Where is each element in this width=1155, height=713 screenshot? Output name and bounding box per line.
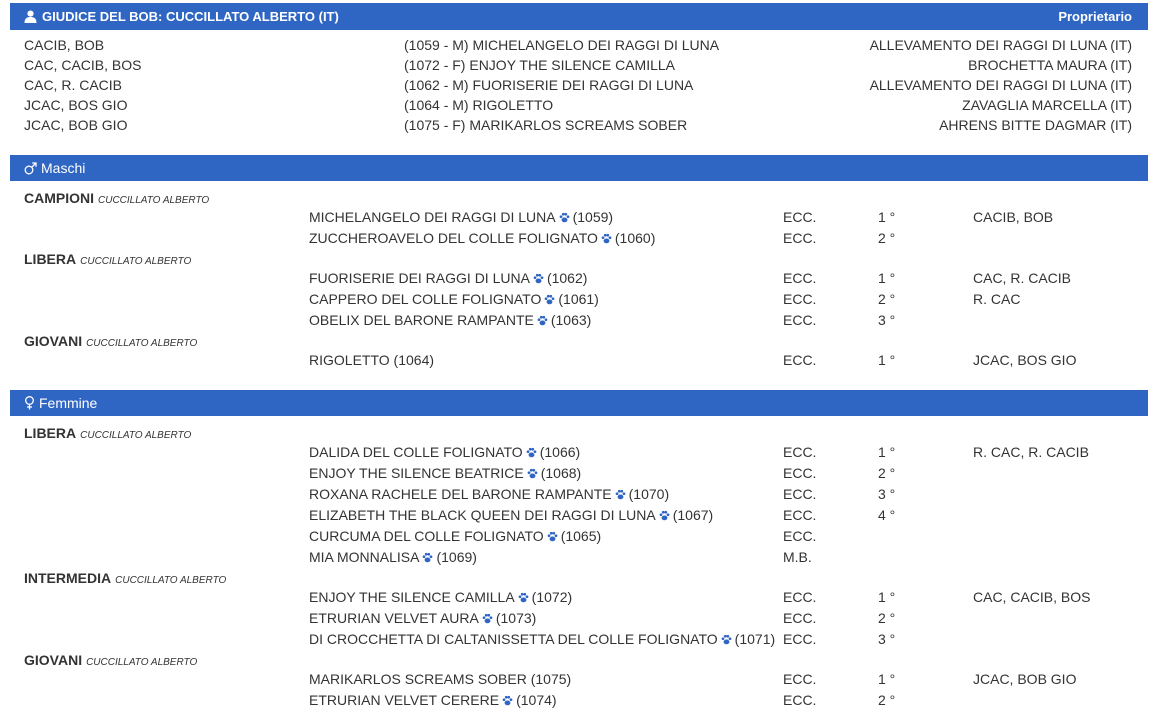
award: JCAC, BOB GIO [973, 671, 1077, 687]
catalog-number: (1071) [734, 631, 776, 647]
bob-award: JCAC, BOB GIO [24, 117, 128, 133]
dog-name[interactable]: OBELIX DEL BARONE RAMPANTE [309, 312, 534, 328]
owner-column-label: Proprietario [1058, 9, 1132, 24]
paw-icon[interactable] [659, 508, 670, 519]
entry-dog[interactable] [309, 270, 587, 286]
paw-icon[interactable] [544, 292, 555, 303]
class-heading [24, 652, 197, 668]
class-judge: CUCCILLATO ALBERTO [86, 338, 198, 349]
placement: 1 ° [878, 589, 896, 605]
female-symbol-icon [24, 396, 35, 410]
paw-icon[interactable] [721, 632, 732, 643]
class-heading [24, 251, 191, 267]
dog-name[interactable]: ZUCCHEROAVELO DEL COLLE FOLIGNATO [309, 230, 598, 246]
placement: 4 ° [878, 507, 896, 523]
class-judge: CUCCILLATO ALBERTO [115, 575, 227, 586]
class-judge: CUCCILLATO ALBERTO [98, 195, 210, 206]
bob-owner: ZAVAGLIA MARCELLA (IT) [962, 97, 1132, 113]
grade: ECC. [783, 610, 817, 626]
placement: 1 ° [878, 352, 896, 368]
dog-name[interactable]: MARIKARLOS SCREAMS SOBER [309, 671, 527, 687]
class-heading [24, 333, 197, 349]
catalog-number: (1064) [393, 352, 435, 368]
bob-owner: ALLEVAMENTO DEI RAGGI DI LUNA (IT) [869, 37, 1132, 53]
dog-name[interactable]: RIGOLETTO [309, 352, 390, 368]
bob-dog[interactable]: (1064 - M) RIGOLETTO [404, 97, 554, 113]
class-name: LIBERA [24, 425, 77, 441]
paw-icon[interactable] [518, 590, 529, 601]
grade: ECC. [783, 528, 817, 544]
placement: 3 ° [878, 486, 896, 502]
paw-icon[interactable] [502, 693, 513, 704]
entry-dog[interactable] [309, 528, 601, 544]
bob-owner: BROCHETTA MAURA (IT) [968, 57, 1132, 73]
award: CAC, R. CACIB [973, 270, 1072, 286]
catalog-number: (1070) [628, 486, 670, 502]
catalog-number: (1067) [672, 507, 714, 523]
dog-name[interactable]: FUORISERIE DEI RAGGI DI LUNA [309, 270, 530, 286]
paw-icon[interactable] [422, 550, 433, 561]
paw-icon[interactable] [601, 231, 612, 242]
entry-dog[interactable] [309, 312, 591, 328]
catalog-number: (1069) [436, 549, 477, 565]
class-heading [24, 425, 191, 441]
award: R. CAC, R. CACIB [973, 444, 1089, 460]
grade: ECC. [783, 589, 817, 605]
entry-dog[interactable] [309, 671, 571, 687]
grade: M.B. [783, 549, 812, 565]
bob-owner: AHRENS BITTE DAGMAR (IT) [939, 117, 1132, 133]
paw-icon[interactable] [537, 313, 548, 324]
placement: 1 ° [878, 270, 896, 286]
grade: ECC. [783, 291, 817, 307]
award: CAC, CACIB, BOS [973, 589, 1091, 605]
entry-dog[interactable] [309, 692, 557, 708]
placement: 2 ° [878, 465, 896, 481]
dog-name[interactable]: ENJOY THE SILENCE BEATRICE [309, 465, 524, 481]
bob-judge-title: GIUDICE DEL BOB: CUCCILLATO ALBERTO (IT) [42, 9, 339, 24]
catalog-number: (1068) [540, 465, 582, 481]
award: JCAC, BOS GIO [973, 352, 1077, 368]
males-section-title: Maschi [41, 160, 86, 176]
dog-name[interactable]: ETRURIAN VELVET CERERE [309, 692, 500, 708]
catalog-number: (1059) [572, 209, 614, 225]
entry-dog[interactable] [309, 465, 581, 481]
bob-award: JCAC, BOS GIO [24, 97, 128, 113]
catalog-number: (1075) [530, 671, 572, 687]
placement: 1 ° [878, 444, 896, 460]
award: CACIB, BOB [973, 209, 1054, 225]
class-judge: CUCCILLATO ALBERTO [80, 430, 192, 441]
entry-dog[interactable] [309, 507, 713, 523]
catalog-number: (1065) [560, 528, 602, 544]
catalog-number: (1061) [558, 291, 599, 307]
grade: ECC. [783, 507, 817, 523]
dog-name[interactable]: DI CROCCHETTA DI CALTANISSETTA DEL COLLE FOLIGNATO [309, 631, 718, 647]
catalog-number: (1072) [531, 589, 573, 605]
award: R. CAC [973, 291, 1021, 307]
class-heading [24, 190, 209, 206]
dog-name[interactable]: MICHELANGELO DEI RAGGI DI LUNA [309, 209, 556, 225]
grade: ECC. [783, 692, 817, 708]
catalog-number: (1060) [614, 230, 656, 246]
bob-dog[interactable]: (1062 - M) FUORISERIE DEI RAGGI DI LUNA [404, 77, 694, 93]
catalog-number: (1063) [550, 312, 592, 328]
bob-dog[interactable]: (1072 - F) ENJOY THE SILENCE CAMILLA [404, 57, 676, 73]
class-heading [24, 570, 226, 586]
paw-icon[interactable] [559, 210, 570, 221]
bob-owner: ALLEVAMENTO DEI RAGGI DI LUNA (IT) [869, 77, 1132, 93]
paw-icon[interactable] [533, 271, 544, 282]
entry-dog[interactable] [309, 549, 477, 565]
entry-dog[interactable] [309, 291, 599, 307]
entry-dog[interactable] [309, 589, 572, 605]
class-name: INTERMEDIA [24, 570, 112, 586]
user-icon [24, 10, 37, 23]
bob-award: CACIB, BOB [24, 37, 105, 53]
catalog-number: (1074) [516, 692, 557, 708]
grade: ECC. [783, 270, 817, 286]
dog-name[interactable]: MIA MONNALISA [309, 549, 420, 565]
entry-dog[interactable] [309, 230, 655, 246]
dog-name[interactable]: CURCUMA DEL COLLE FOLIGNATO [309, 528, 544, 544]
entry-dog[interactable] [309, 631, 775, 647]
grade: ECC. [783, 465, 817, 481]
male-symbol-icon [24, 162, 37, 175]
class-judge: CUCCILLATO ALBERTO [80, 256, 192, 267]
grade: ECC. [783, 444, 817, 460]
bob-dog[interactable]: (1059 - M) MICHELANGELO DEI RAGGI DI LUNA [404, 37, 720, 53]
placement: 2 ° [878, 692, 896, 708]
paw-icon[interactable] [526, 445, 537, 456]
bob-dog[interactable]: (1075 - F) MARIKARLOS SCREAMS SOBER [404, 117, 688, 133]
class-judge: CUCCILLATO ALBERTO [86, 657, 198, 668]
dog-name[interactable]: CAPPERO DEL COLLE FOLIGNATO [309, 291, 542, 307]
entry-dog[interactable] [309, 444, 580, 460]
class-name: CAMPIONI [24, 190, 94, 206]
dog-name[interactable]: ROXANA RACHELE DEL BARONE RAMPANTE [309, 486, 612, 502]
paw-icon[interactable] [615, 487, 626, 498]
placement: 2 ° [878, 230, 896, 246]
grade: ECC. [783, 631, 817, 647]
entry-dog[interactable] [309, 352, 434, 368]
grade: ECC. [783, 312, 817, 328]
dog-name[interactable]: ENJOY THE SILENCE CAMILLA [309, 589, 515, 605]
entry-dog[interactable] [309, 610, 536, 626]
dog-name[interactable]: ELIZABETH THE BLACK QUEEN DEI RAGGI DI LUNA [309, 507, 656, 523]
dog-name[interactable]: DALIDA DEL COLLE FOLIGNATO [309, 444, 523, 460]
bob-award: CAC, R. CACIB [24, 77, 123, 93]
placement: 2 ° [878, 291, 896, 307]
class-name: LIBERA [24, 251, 77, 267]
placement: 1 ° [878, 671, 896, 687]
males-section-header [10, 155, 1148, 181]
grade: ECC. [783, 230, 817, 246]
bob-judge-header [10, 3, 1148, 30]
grade: ECC. [783, 671, 817, 687]
placement: 1 ° [878, 209, 896, 225]
entry-dog[interactable] [309, 209, 613, 225]
placement: 3 ° [878, 631, 896, 647]
entry-dog[interactable] [309, 486, 669, 502]
grade: ECC. [783, 209, 817, 225]
paw-icon[interactable] [482, 611, 493, 622]
females-section-header [10, 390, 1148, 416]
catalog-number: (1062) [546, 270, 588, 286]
grade: ECC. [783, 352, 817, 368]
catalog-number: (1073) [495, 610, 537, 626]
grade: ECC. [783, 486, 817, 502]
paw-icon[interactable] [527, 466, 538, 477]
placement: 3 ° [878, 312, 896, 328]
catalog-number: (1066) [539, 444, 581, 460]
class-name: GIOVANI [24, 652, 83, 668]
dog-name[interactable]: ETRURIAN VELVET AURA [309, 610, 479, 626]
paw-icon[interactable] [547, 529, 558, 540]
class-name: GIOVANI [24, 333, 83, 349]
females-section-title: Femmine [39, 395, 98, 411]
placement: 2 ° [878, 610, 896, 626]
bob-award: CAC, CACIB, BOS [24, 57, 142, 73]
